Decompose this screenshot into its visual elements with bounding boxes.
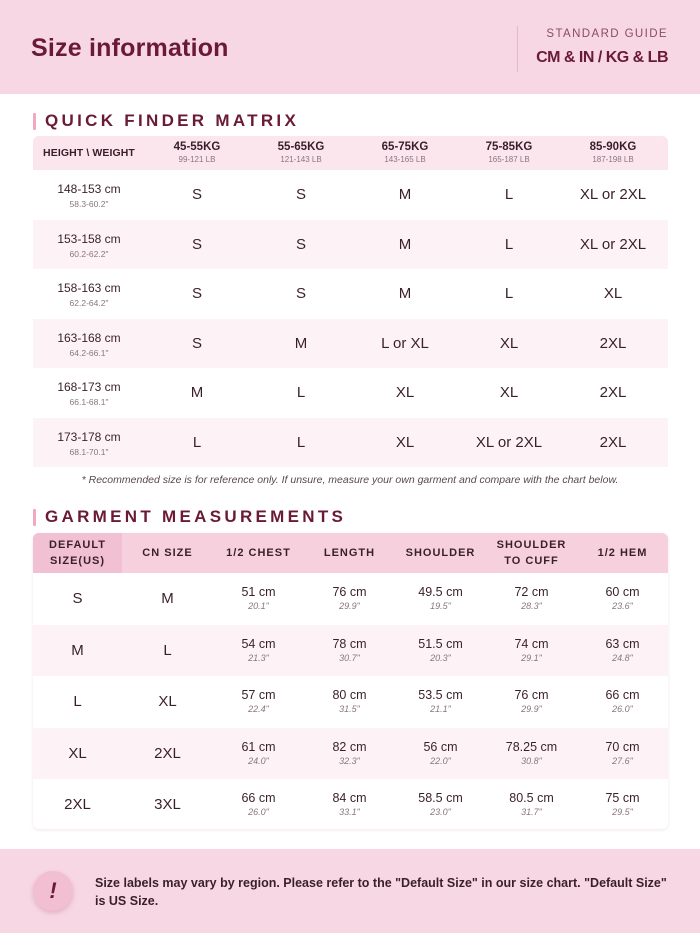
cn-size-cell: M — [161, 590, 174, 608]
matrix-row — [33, 319, 668, 369]
recommended-size-cell: M — [398, 186, 412, 204]
header-divider — [517, 26, 518, 72]
measurement-in: 21.1" — [430, 704, 451, 714]
measurement-in: 33.1" — [339, 807, 360, 817]
recommended-size-cell: XL or 2XL — [579, 186, 647, 204]
matrix-row — [33, 368, 668, 418]
length-cell — [304, 779, 395, 831]
garment-row — [33, 573, 668, 625]
recommended-size-cell: S — [191, 285, 202, 303]
recommended-size-cell: L or XL — [381, 334, 429, 352]
matrix-row — [33, 269, 668, 319]
measurement-in: 29.5" — [612, 807, 633, 817]
weight-column-header — [353, 136, 457, 170]
recommended-size-cell: 2XL — [599, 334, 627, 352]
shoulder-to-cuff-cell — [486, 573, 577, 625]
recommended-size-cell: XL — [395, 433, 415, 451]
height-cm-label: 153-158 cm — [57, 231, 121, 246]
garment-title: GARMENT MEASUREMENTS — [45, 507, 347, 526]
measurement-in: 19.5" — [430, 601, 451, 611]
measurement-in: 26.0" — [612, 704, 633, 714]
height-row-header — [33, 368, 145, 418]
garment-measurements-table — [33, 533, 668, 829]
height-in-label: 66.1-68.1" — [69, 397, 109, 407]
cn-size-cell: L — [163, 641, 172, 659]
height-row-header — [33, 319, 145, 369]
height-cm-label: 163-168 cm — [57, 330, 121, 345]
recommended-size-cell: 2XL — [599, 384, 627, 402]
recommended-size-cell: L — [296, 384, 306, 402]
half-chest-cell — [213, 728, 304, 780]
half-chest-header: 1/2 CHEST — [226, 547, 291, 559]
units-label: CM & IN / KG & LB — [536, 49, 668, 66]
cn-size-cell: 3XL — [154, 796, 181, 814]
guide-label: STANDARD GUIDE — [546, 28, 668, 40]
length-cell — [304, 728, 395, 780]
measurement-cm: 63 cm — [605, 636, 640, 651]
measurement-cm: 74 cm — [514, 636, 549, 651]
measurement-in: 20.1" — [248, 601, 269, 611]
recommended-size-cell: L — [192, 433, 202, 451]
weight-column-header — [561, 136, 665, 170]
recommended-size-cell: XL — [499, 334, 519, 352]
measurement-in: 24.0" — [248, 755, 269, 766]
cn-size-cell: XL — [158, 693, 177, 711]
garment-header-row — [33, 533, 668, 573]
measurement-in: 31.5" — [339, 704, 360, 714]
shoulder-cell — [395, 728, 486, 780]
measurement-in: 31.7" — [521, 807, 542, 817]
half-hem-cell — [577, 779, 668, 831]
half-chest-cell — [213, 625, 304, 677]
recommended-size-cell: XL — [603, 285, 623, 303]
recommended-size-cell: XL or 2XL — [579, 235, 647, 253]
measurement-cm: 76 cm — [514, 688, 549, 702]
measurement-in: 27.6" — [612, 755, 633, 766]
half-hem-cell — [577, 573, 668, 625]
recommended-size-cell: S — [295, 285, 306, 303]
measurement-in: 29.1" — [521, 652, 542, 663]
measurement-cm: 76 cm — [332, 585, 367, 599]
shoulder-cell — [395, 625, 486, 677]
measurement-cm: 78 cm — [332, 636, 367, 651]
footer-message: Size labels may vary by region. Please refer to the "Default Size" in our size chart. "Default Size" is US Size. — [95, 876, 667, 908]
recommended-size-cell: M — [398, 235, 412, 253]
measurement-cm: 66 cm — [241, 791, 276, 805]
weight-kg-label: 55-65KG — [277, 141, 325, 153]
half-chest-cell — [213, 779, 304, 831]
measurement-cm: 60 cm — [605, 585, 640, 599]
weight-kg-label: 85-90KG — [589, 141, 637, 153]
height-row-header — [33, 170, 145, 220]
measurement-cm: 66 cm — [605, 688, 640, 702]
measurement-cm: 80.5 cm — [509, 791, 554, 805]
matrix-corner-label: HEIGHT \ WEIGHT — [43, 147, 135, 159]
measurement-cm: 61 cm — [241, 739, 276, 754]
measurement-in: 21.3" — [248, 652, 269, 663]
shoulder-cell — [395, 573, 486, 625]
recommended-size-cell: S — [191, 186, 202, 204]
height-row-header — [33, 220, 145, 270]
measurement-in: 22.0" — [430, 755, 451, 766]
shoulder-to-cuff-cell — [486, 779, 577, 831]
height-in-label: 64.2-66.1" — [69, 347, 109, 358]
weight-column-header — [249, 136, 353, 170]
weight-lb-label: 99-121 LB — [178, 155, 216, 164]
weight-lb-label: 143-165 LB — [384, 155, 426, 164]
measurement-in: 30.8" — [521, 755, 542, 766]
measurement-cm: 54 cm — [241, 636, 276, 651]
measurement-in: 22.4" — [248, 704, 269, 714]
footer-notice — [0, 849, 700, 933]
matrix-row — [33, 170, 668, 220]
quick-finder-matrix — [33, 136, 668, 465]
page-header — [0, 0, 700, 94]
quick-finder-heading — [33, 111, 299, 131]
default-size-header: DEFAULT SIZE(US) — [33, 533, 122, 573]
recommended-size-cell: XL or 2XL — [475, 433, 543, 451]
measurement-cm: 75 cm — [605, 791, 640, 805]
weight-column-header — [145, 136, 249, 170]
recommended-size-cell: XL — [395, 384, 415, 402]
measurement-in: 29.9" — [521, 704, 542, 714]
recommended-size-cell: L — [504, 186, 514, 204]
height-cm-label: 168-173 cm — [57, 380, 121, 394]
cn-size-header: CN SIZE — [142, 547, 193, 559]
recommended-size-cell: L — [296, 433, 306, 451]
measurement-in: 30.7" — [339, 652, 360, 663]
measurement-in: 20.3" — [430, 652, 451, 663]
measurement-cm: 51 cm — [241, 585, 276, 599]
shoulder-to-cuff-cell — [486, 676, 577, 728]
shoulder-to-cuff-cell — [486, 728, 577, 780]
recommended-size-cell: S — [191, 334, 202, 352]
height-in-label: 68.1-70.1" — [69, 446, 109, 457]
measurement-in: 26.0" — [248, 807, 269, 817]
shoulder-header: SHOULDER — [405, 547, 476, 559]
measurement-cm: 78.25 cm — [505, 739, 558, 754]
half-hem-cell — [577, 728, 668, 780]
measurement-cm: 72 cm — [514, 585, 549, 599]
shoulder-cell — [395, 779, 486, 831]
weight-column-header — [457, 136, 561, 170]
height-in-label: 62.2-64.2" — [69, 298, 109, 308]
us-size-cell: S — [72, 590, 83, 608]
recommended-size-cell: M — [190, 384, 204, 402]
length-cell — [304, 625, 395, 677]
measurement-in: 29.9" — [339, 601, 360, 611]
measurement-cm: 70 cm — [605, 739, 640, 754]
shoulder-to-cuff-header: SHOULDER TO CUFF — [496, 539, 567, 567]
shoulder-to-cuff-cell — [486, 625, 577, 677]
half-hem-header: 1/2 HEM — [597, 547, 648, 559]
height-cm-label: 148-153 cm — [57, 182, 121, 196]
measurement-in: 23.6" — [612, 601, 633, 611]
alert-exclamation-icon: ! — [33, 871, 73, 911]
recommendation-note: * Recommended size is for reference only. If unsure, measure your own garment and compare with the chart below. — [81, 474, 619, 486]
height-in-label: 60.2-62.2" — [69, 248, 109, 259]
weight-lb-label: 187-198 LB — [592, 155, 634, 164]
matrix-row — [33, 220, 668, 270]
height-cm-label: 173-178 cm — [57, 429, 121, 444]
height-in-label: 58.3-60.2" — [69, 199, 109, 209]
page-title: Size information — [31, 34, 229, 62]
measurement-in: 23.0" — [430, 807, 451, 817]
cn-size-cell: 2XL — [154, 744, 181, 762]
measurement-cm: 57 cm — [241, 688, 276, 702]
height-cm-label: 158-163 cm — [57, 281, 121, 295]
measurement-in: 24.8" — [612, 652, 633, 663]
us-size-cell: M — [71, 641, 84, 659]
length-header: LENGTH — [323, 547, 376, 559]
garment-row — [33, 676, 668, 728]
weight-kg-label: 65-75KG — [381, 141, 429, 153]
garment-row — [33, 625, 668, 677]
us-size-cell: L — [73, 693, 82, 711]
measurement-cm: 84 cm — [332, 791, 367, 805]
half-chest-cell — [213, 573, 304, 625]
recommended-size-cell: L — [504, 285, 514, 303]
height-row-header — [33, 418, 145, 468]
length-cell — [304, 676, 395, 728]
half-hem-cell — [577, 676, 668, 728]
weight-kg-label: 75-85KG — [485, 141, 533, 153]
recommended-size-cell: S — [295, 186, 306, 204]
shoulder-cell — [395, 676, 486, 728]
recommended-size-cell: XL — [499, 384, 519, 402]
recommended-size-cell: 2XL — [599, 433, 627, 451]
height-row-header — [33, 269, 145, 319]
garment-row — [33, 728, 668, 780]
measurement-cm: 82 cm — [332, 739, 367, 754]
heading-accent-bar — [33, 113, 36, 130]
recommended-size-cell: S — [191, 235, 202, 253]
recommended-size-cell: L — [504, 235, 514, 253]
heading-accent-bar — [33, 509, 36, 526]
measurement-cm: 53.5 cm — [418, 688, 463, 702]
recommended-size-cell: M — [294, 334, 308, 352]
measurement-cm: 58.5 cm — [418, 791, 463, 805]
garment-row — [33, 779, 668, 831]
weight-lb-label: 121-143 LB — [280, 155, 322, 164]
recommended-size-cell: M — [398, 285, 412, 303]
garment-heading — [33, 507, 346, 527]
us-size-cell: 2XL — [64, 796, 91, 814]
half-hem-cell — [577, 625, 668, 677]
measurement-cm: 49.5 cm — [418, 585, 463, 599]
measurement-cm: 56 cm — [423, 739, 458, 754]
recommended-size-cell: S — [295, 235, 306, 253]
matrix-row — [33, 418, 668, 468]
measurement-cm: 51.5 cm — [418, 636, 463, 651]
matrix-header-row — [33, 136, 668, 170]
quick-finder-title: QUICK FINDER MATRIX — [45, 111, 300, 130]
weight-lb-label: 165-187 LB — [488, 155, 530, 164]
measurement-cm: 80 cm — [332, 688, 367, 702]
us-size-cell: XL — [68, 744, 87, 762]
half-chest-cell — [213, 676, 304, 728]
length-cell — [304, 573, 395, 625]
measurement-in: 32.3" — [339, 755, 360, 766]
measurement-in: 28.3" — [521, 601, 542, 611]
weight-kg-label: 45-55KG — [173, 141, 221, 153]
